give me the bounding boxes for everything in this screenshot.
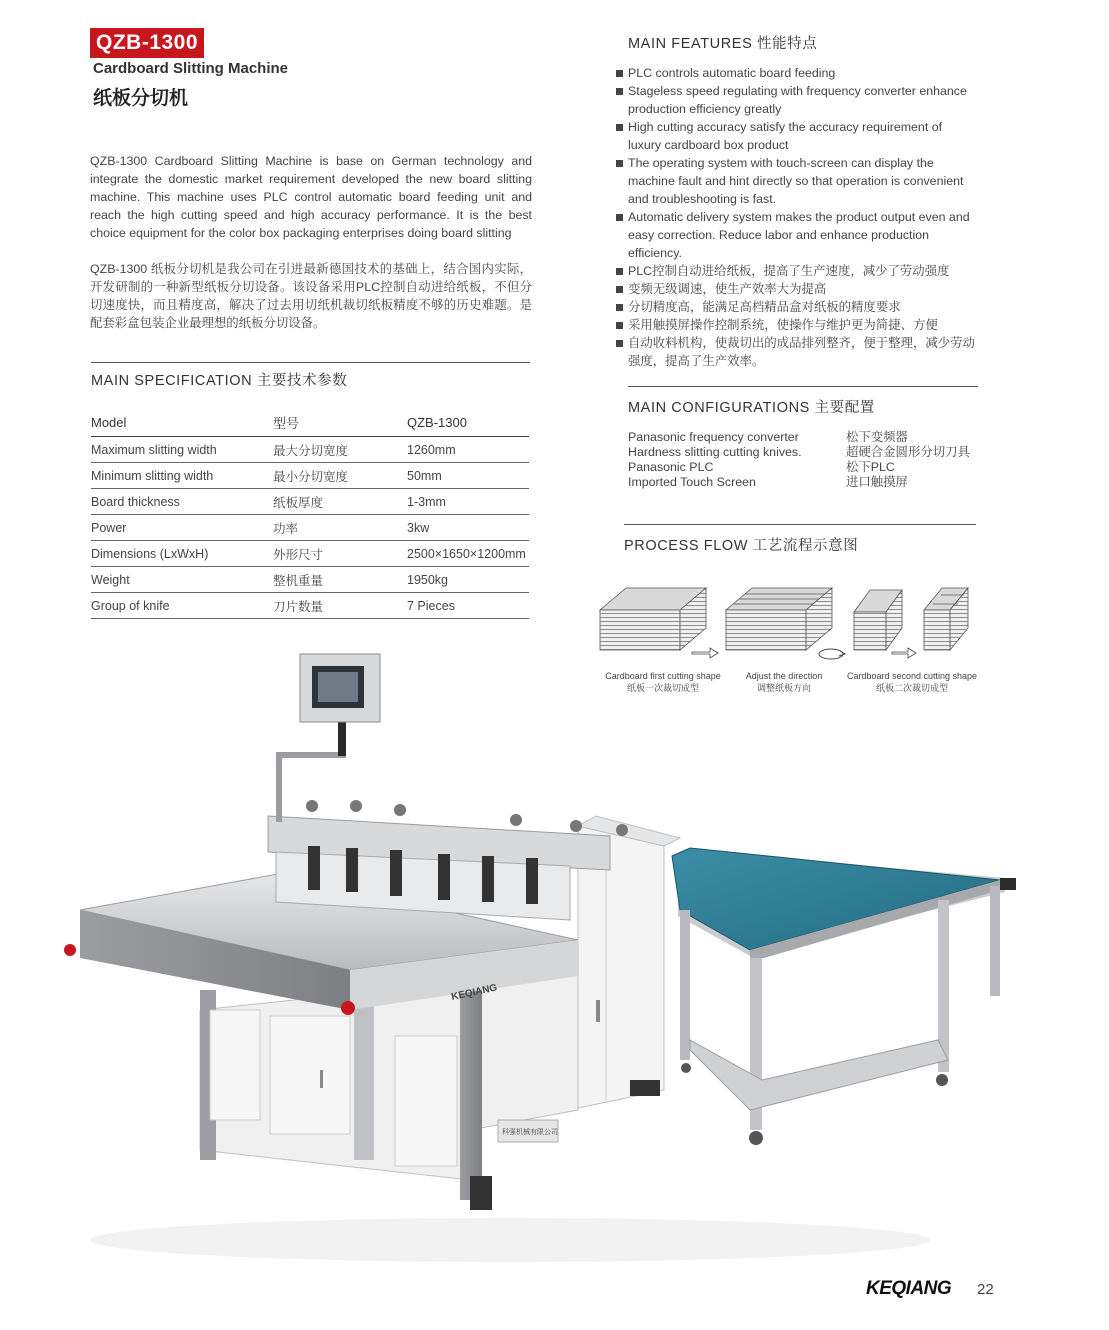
process-divider — [624, 524, 976, 525]
machine-illustration — [50, 640, 1020, 1270]
table-row — [91, 489, 529, 515]
list-item: 变频无级调速，使生产效率大为提高 — [616, 280, 976, 298]
config-item-en: Panasonic frequency converter — [628, 430, 799, 444]
table-row — [91, 437, 529, 463]
product-title-cn: 纸板分切机 — [93, 88, 189, 109]
config-divider — [628, 386, 978, 387]
spec-value: 2500×1650×1200mm — [407, 541, 529, 567]
spec-header-cell: Model — [91, 408, 273, 437]
table-row — [91, 515, 529, 541]
process-step-en: Adjust the direction — [745, 671, 823, 681]
spec-value: 7 Pieces — [407, 593, 529, 619]
table-row — [91, 567, 529, 593]
machine-logo: KEQIANG — [450, 982, 499, 1003]
description-cn: QZB-1300 纸板分切机是我公司在引进最新德国技术的基础上，结合国内实际，开发研制的一种新型纸板分切设备。该设备采用PLC控制自动进给纸板，不但分切速度快，而且精度高，解决了过去用切纸机裁切纸板精度不够的历史难题。是配套彩盒包装企业最理想的纸板分切设备。 — [90, 262, 532, 330]
config-item-cn: 进口触摸屏 — [846, 475, 908, 489]
touch-screen-panel — [276, 654, 380, 822]
spec-name-cn: 纸板厚度 — [273, 489, 407, 515]
config-title: MAIN CONFIGURATIONS 主要配置 — [628, 400, 875, 416]
config-item-cn: 超硬合金圆形分切刀具 — [846, 445, 970, 459]
features-list — [616, 64, 976, 370]
spec-value: 50mm — [407, 463, 529, 489]
spec-name-cn: 整机重量 — [273, 567, 407, 593]
spec-name-cn: 外形尺寸 — [273, 541, 407, 567]
model-badge: QZB-1300 — [90, 28, 204, 58]
spec-name-en: Weight — [91, 567, 273, 593]
list-item: PLC controls automatic board feeding — [616, 64, 976, 82]
list-item: Automatic delivery system makes the product output even and easy correction. Reduce labor and enhance production efficiency. — [616, 208, 976, 262]
config-item-en: Panasonic PLC — [628, 460, 714, 474]
spec-divider — [91, 362, 530, 363]
process-step-cn: 纸板二次裁切成型 — [875, 683, 948, 693]
spec-value: 1260mm — [407, 437, 529, 463]
process-step-cn: 纸板一次裁切成型 — [626, 683, 699, 693]
process-title: PROCESS FLOW 工艺流程示意图 — [624, 538, 859, 554]
cutting-head — [268, 800, 628, 920]
spec-name-cn: 最小分切宽度 — [273, 463, 407, 489]
list-item: Stageless speed regulating with frequency converter enhance production efficiency greatly — [616, 82, 976, 118]
spec-value: 1-3mm — [407, 489, 529, 515]
table-row — [91, 463, 529, 489]
config-item-cn: 松下PLC — [846, 460, 895, 474]
config-item-en: Imported Touch Screen — [628, 475, 756, 489]
process-step-cn: 调整纸板方向 — [756, 683, 811, 693]
features-title: MAIN FEATURES 性能特点 — [628, 36, 818, 52]
spec-header-row — [91, 408, 529, 437]
spec-name-cn: 功率 — [273, 515, 407, 541]
description-en: QZB-1300 Cardboard Slitting Machine is base on German technology and integrate the domestic market requirement developed the new board slitting machine. This machine uses PLC control automatic board feeding unit and reach the high cutting speed and high accuracy performance. It is the best choice equipment for the color box packaging enterprises doing board slitting — [90, 154, 532, 240]
config-item-en: Hardness slitting cutting knives. — [628, 445, 802, 459]
spec-title: MAIN SPECIFICATION 主要技术参数 — [91, 373, 348, 389]
spec-header-cell: QZB-1300 — [407, 408, 529, 437]
list-item: PLC控制自动进给纸板，提高了生产速度，减少了劳动强度 — [616, 262, 976, 280]
process-step-en: Cardboard first cutting shape — [605, 671, 721, 681]
list-item: The operating system with touch-screen can display the machine fault and hint directly so that operation is convenient and troubleshooting is fast. — [616, 154, 976, 208]
spec-name-en: Board thickness — [91, 489, 273, 515]
product-title-en: Cardboard Slitting Machine — [93, 60, 289, 77]
spec-name-en: Maximum slitting width — [91, 437, 273, 463]
spec-name-en: Minimum slitting width — [91, 463, 273, 489]
table-row — [91, 541, 529, 567]
spec-name-en: Group of knife — [91, 593, 273, 619]
spec-name-en: Power — [91, 515, 273, 541]
spec-table — [91, 408, 529, 619]
spec-name-cn: 最大分切宽度 — [273, 437, 407, 463]
spec-value: 3kw — [407, 515, 529, 541]
list-item: High cutting accuracy satisfy the accuracy requirement of luxury cardboard box product — [616, 118, 976, 154]
delivery-conveyor — [672, 848, 1016, 1145]
table-row — [91, 593, 529, 619]
config-list-en — [628, 430, 802, 490]
spec-value: 1950kg — [407, 567, 529, 593]
list-item: 自动收料机构，使裁切出的成品排列整齐，便于整理，减少劳动强度，提高了生产效率。 — [616, 334, 976, 370]
list-item: 分切精度高，能满足高档精品盒对纸板的精度要求 — [616, 298, 976, 316]
spec-header-cell: 型号 — [273, 408, 407, 437]
spec-name-en: Dimensions (LxWxH) — [91, 541, 273, 567]
process-step-en: Cardboard second cutting shape — [846, 671, 978, 681]
spec-name-cn: 刀片数量 — [273, 593, 407, 619]
config-item-cn: 松下变频器 — [846, 430, 908, 444]
machine-nameplate: 科强机械有限公司 — [502, 1128, 558, 1136]
list-item: 采用触摸屏操作控制系统，使操作与维护更为简捷、方便 — [616, 316, 976, 334]
page-number: 22 — [977, 1281, 994, 1298]
footer-brand-logo: KEQIANG — [866, 1278, 952, 1299]
config-list-cn — [846, 430, 970, 490]
